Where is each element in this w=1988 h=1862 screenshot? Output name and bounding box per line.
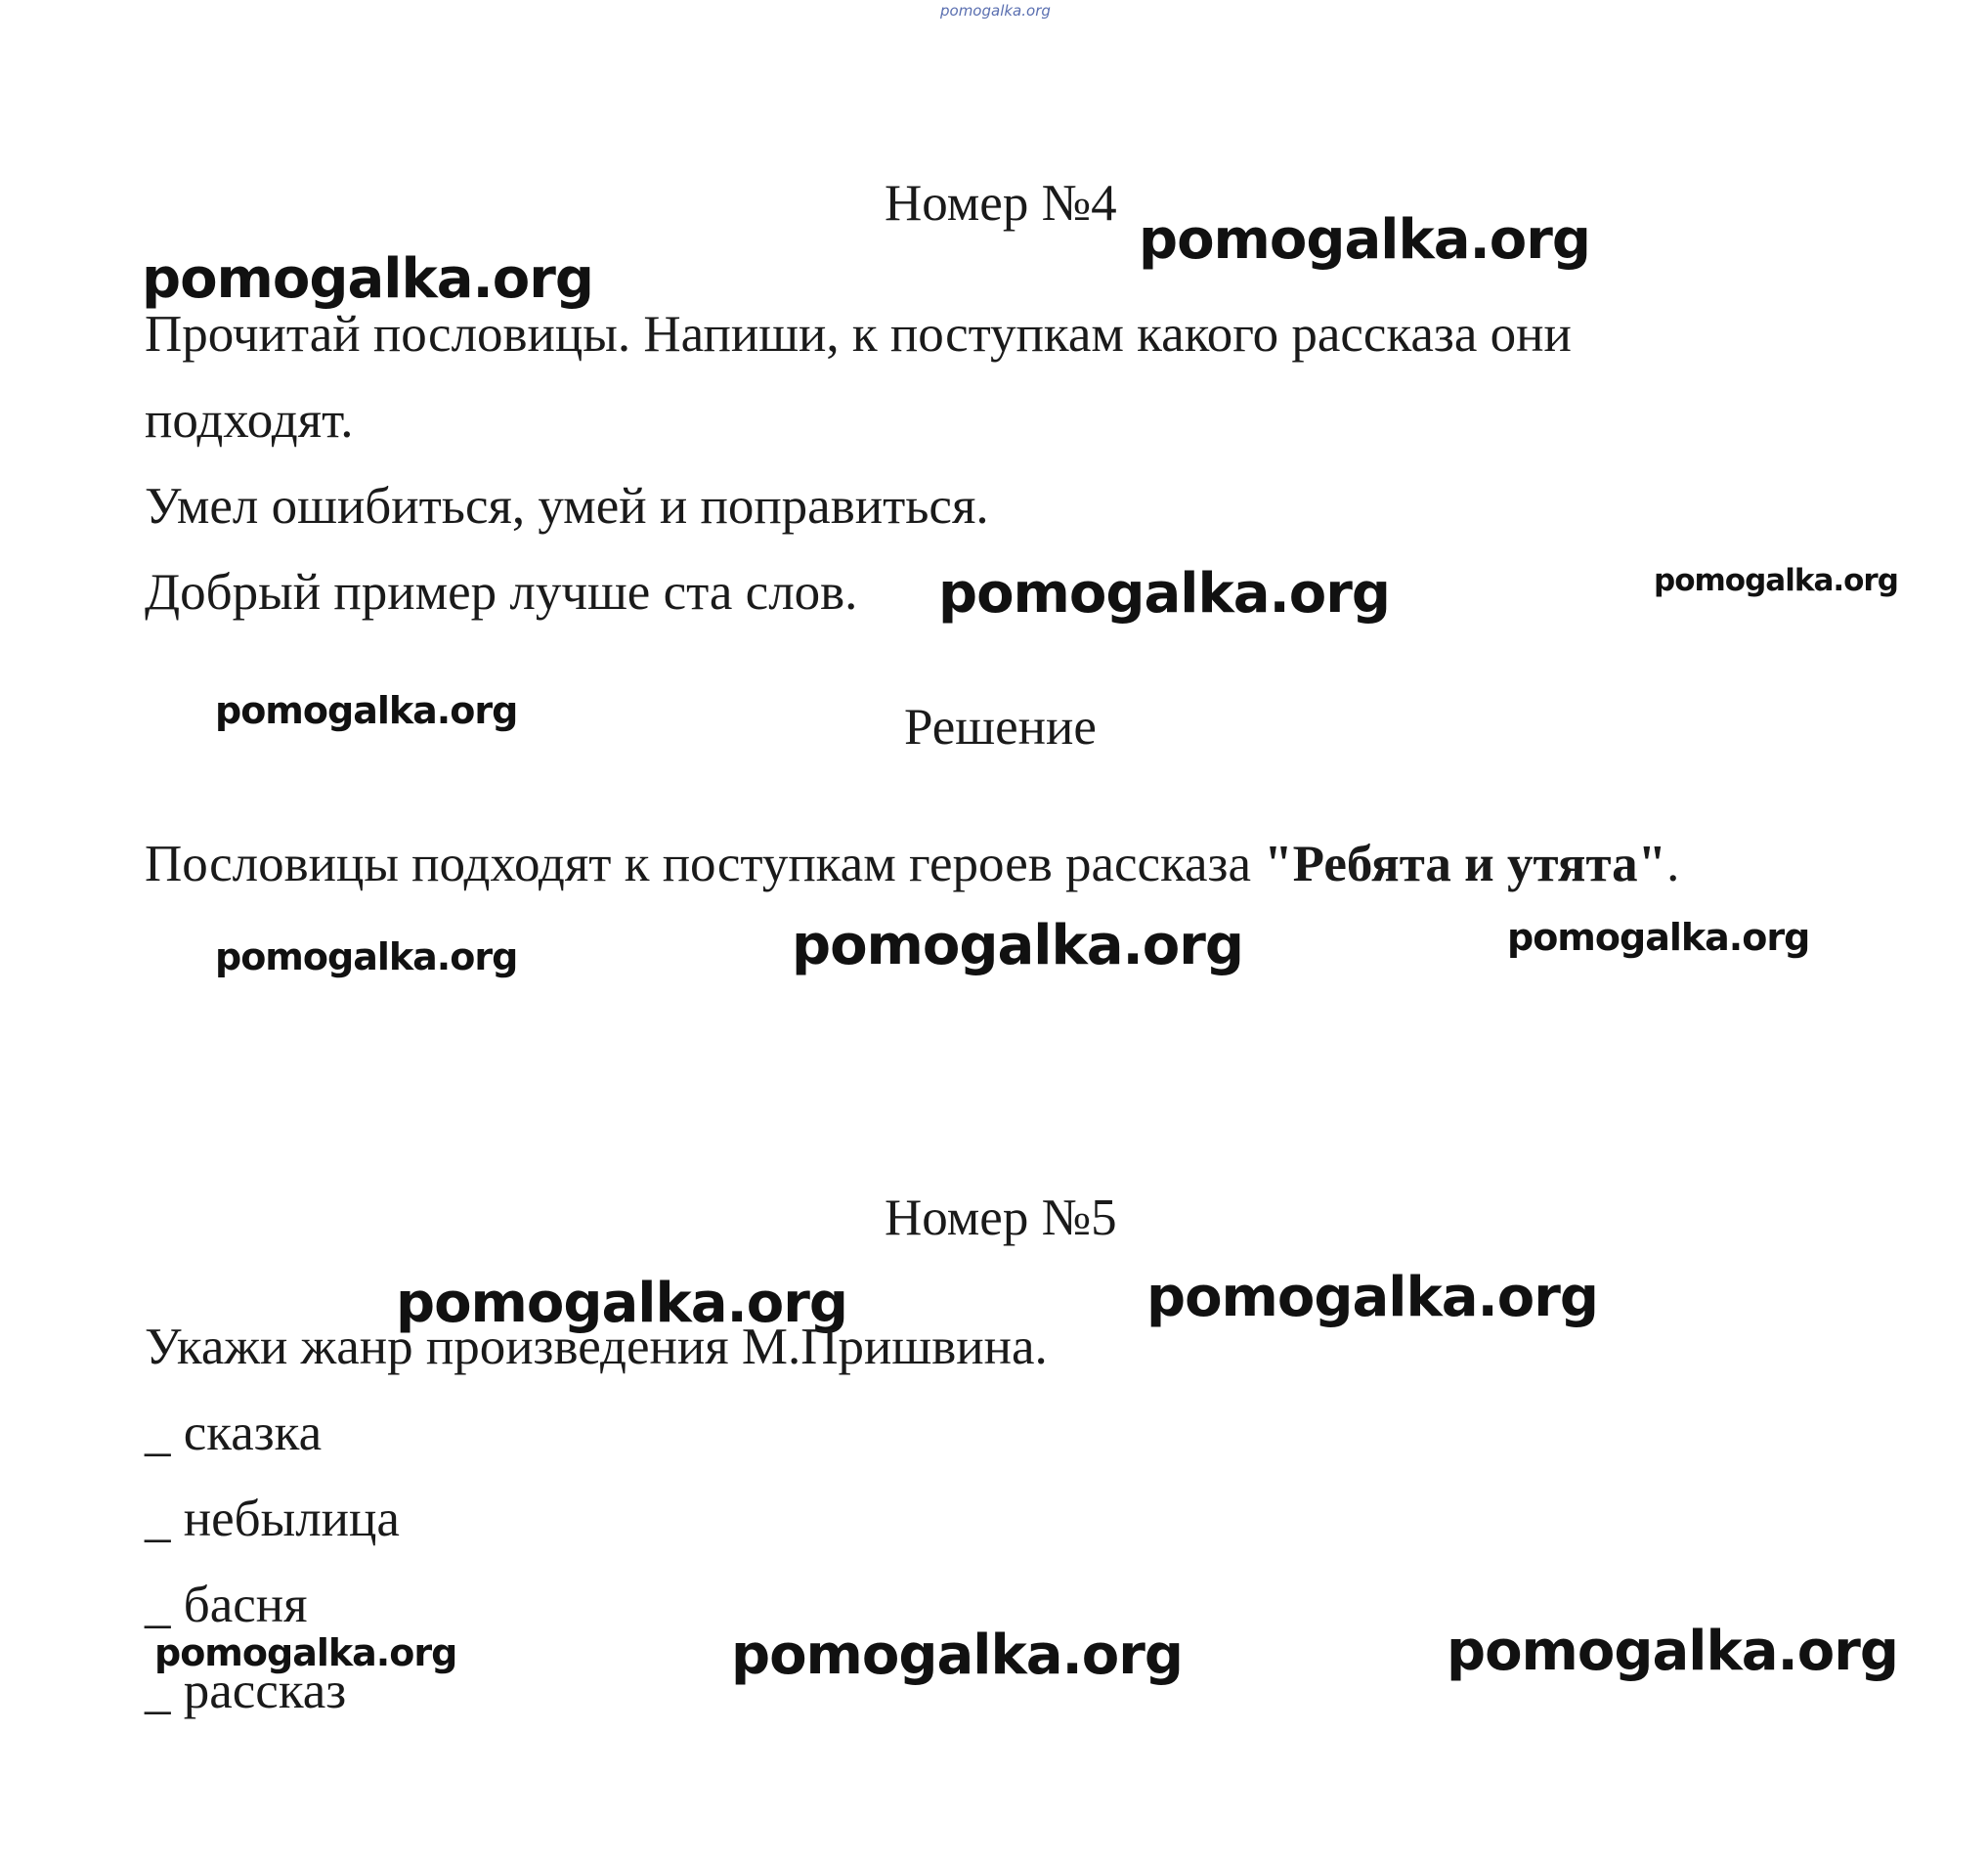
watermark: pomogalka.org: [142, 247, 593, 311]
watermark: pomogalka.org: [1139, 208, 1590, 272]
watermark: pomogalka.org: [1146, 1266, 1598, 1329]
task5-title: Номер №5: [885, 1190, 1117, 1246]
watermark: pomogalka.org: [792, 914, 1243, 977]
watermark: pomogalka.org: [1507, 916, 1810, 959]
watermark: pomogalka.org: [215, 689, 518, 732]
watermark: pomogalka.org: [1654, 563, 1898, 598]
watermark: pomogalka.org: [154, 1631, 457, 1674]
answer-story-title: "Ребята и утята": [1264, 836, 1667, 892]
watermark: pomogalka.org: [396, 1272, 847, 1335]
task4-title: Номер №4: [885, 175, 1117, 232]
task5-question: Укажи жанр произведения М.Пришвина.: [145, 1319, 1048, 1375]
watermark: pomogalka.org: [215, 935, 518, 978]
task4-instruction-line2: подходят.: [145, 392, 354, 449]
option-skazka: _ сказка: [145, 1405, 323, 1461]
option-nebylitsa: _ небылица: [145, 1491, 400, 1547]
answer-prefix: Пословицы подходят к поступкам героев рассказа: [145, 836, 1265, 892]
answer-suffix: .: [1666, 836, 1680, 892]
solution-title: Решение: [904, 699, 1097, 756]
task4-instruction-line1: Прочитай пословицы. Напиши, к поступкам какого рассказа они: [145, 306, 1572, 363]
watermark: pomogalka.org: [731, 1624, 1183, 1687]
task4-proverb-2: Добрый пример лучше ста слов.: [145, 564, 858, 621]
option-basnya: _ басня: [145, 1577, 308, 1633]
option-rasskaz: _ рассказ: [145, 1663, 347, 1719]
watermark-top: pomogalka.org: [940, 2, 1051, 20]
watermark: pomogalka.org: [1447, 1620, 1898, 1683]
task4-proverb-1: Умел ошибиться, умей и поправиться.: [145, 478, 989, 535]
task4-answer: [145, 836, 1680, 892]
watermark: pomogalka.org: [938, 562, 1390, 626]
